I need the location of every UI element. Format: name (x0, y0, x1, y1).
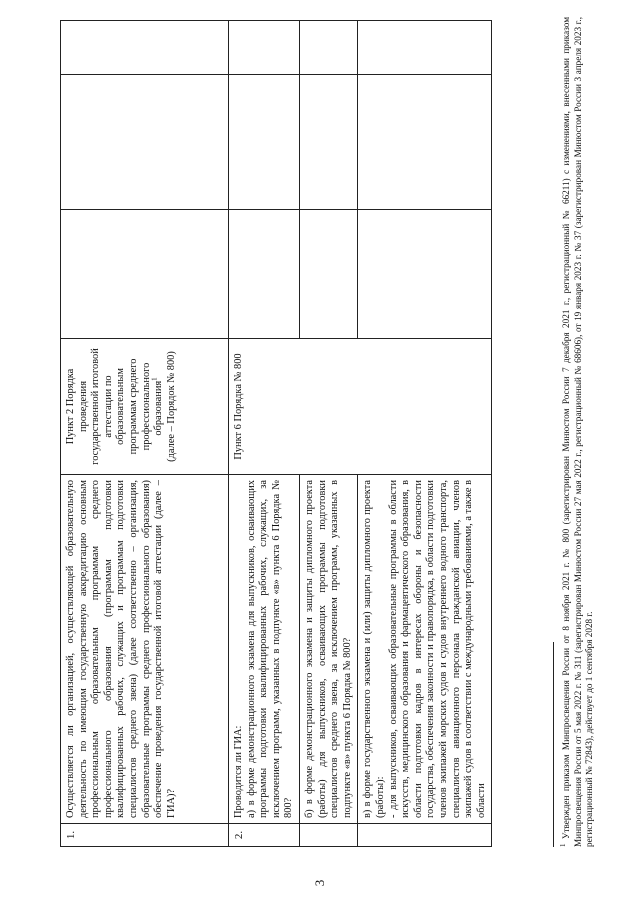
answer-cell-no (299, 75, 357, 210)
question-text: а) в форме демонстрационного экзамена для выпускников, осваивающих программы подготовки квалифицированных рабочих, служащих, за исключением программ, указанных в подпункте «в» пункта 6 Порядка № 800? (245, 480, 295, 818)
answer-cell-no (358, 75, 492, 210)
table-row (61, 21, 229, 847)
answer-cell-yes (229, 210, 300, 339)
row-number: 2. (229, 824, 300, 847)
answer-cell-note (358, 21, 492, 75)
row-number: 1. (61, 824, 229, 847)
reference-cell (229, 339, 492, 475)
question-cell (358, 475, 492, 824)
footnote-mark: 1 (150, 377, 159, 381)
reference-text: Пункт 2 Порядка проведения государственной итоговой аттестации по образовательным программам среднего профессионального образования (65, 348, 165, 465)
question-cell (229, 475, 300, 824)
answer-cell-no (61, 75, 229, 210)
answer-cell-yes (358, 210, 492, 339)
answer-cell-note (61, 21, 229, 75)
answer-cell-note (229, 21, 300, 75)
footnote (558, 16, 596, 847)
checklist-table (60, 20, 492, 847)
answer-cell-note (299, 21, 357, 75)
question-text: б) в форме демонстрационного экзамена и защиты дипломного проекта (работы) для выпускников, осваивающих программы подготовки специалистов среднего звена, за исключением программ, указанных в подпункте «в» пункта 6 Порядка № 800? (303, 480, 353, 818)
row-number (299, 824, 357, 847)
question-text: - для выпускников, осваивающих образовательные программы в области искусств, медицинского образования и фармацевтического образования, в области подготовки кадров в интересах обороны и безопасности государства, обеспечения законности и правопорядка, в области подготовки членов экипажей морских судов и судов внутреннего водного транспорта, специалистов авиационного персонала гражданской авиации, членов экипажей судов в соответствии с международными требованиями, а также в области (387, 479, 487, 818)
footnote-divider (553, 642, 554, 847)
question-cell (299, 475, 357, 824)
footnote-mark: 1 (558, 843, 567, 847)
question-text: в) в форме государственного экзамена и (или) защиты дипломного проекта (работы): (362, 480, 386, 818)
question-text: Проводится ли ГИА: (233, 725, 244, 818)
table-row (229, 21, 300, 847)
page-number: 3 (312, 879, 327, 887)
reference-tail: (далее – Порядок № 800) (165, 351, 177, 462)
question-cell (61, 475, 229, 824)
reference-text: Пункт 6 Порядка № 800 (233, 353, 244, 460)
row-number (358, 824, 492, 847)
answer-cell-yes (61, 210, 229, 339)
footnote-text: Утвержден приказом Минпросвещения России от 8 ноября 2021 г. № 800 (зарегистрирован Минюстом России 7 декабря 2021 г., регистрационный № 66211) с изменениями, внесенными приказом Минпросвещения России от 5 мая 2022 г. № 311 (зарегистрирован Минюстом России 27 мая 2022 г., регистрационный № 68606), от 19 января 2023 г. № 37 (зарегистрирован Минюстом России 3 апреля 2023 г., регистрационный № 72843), действует до 1 сентября 2028 г. (561, 16, 595, 847)
reference-cell (61, 339, 229, 475)
answer-cell-no (229, 75, 300, 210)
answer-cell-yes (299, 210, 357, 339)
question-text: Осуществляется ли организацией, осуществляющей образовательную деятельность по имеющим государственную аккредитацию основным профессиональным образовательным программам среднего профессионального образования (программам подготовки квалифицированных рабочих, служащих и программам подготовки специалистов среднего звена) (далее соответственно – организация, образовательные программы среднего профессионального образования) обеспечение проведения государственной итоговой аттестации (далее – ГИА)? (65, 480, 177, 818)
